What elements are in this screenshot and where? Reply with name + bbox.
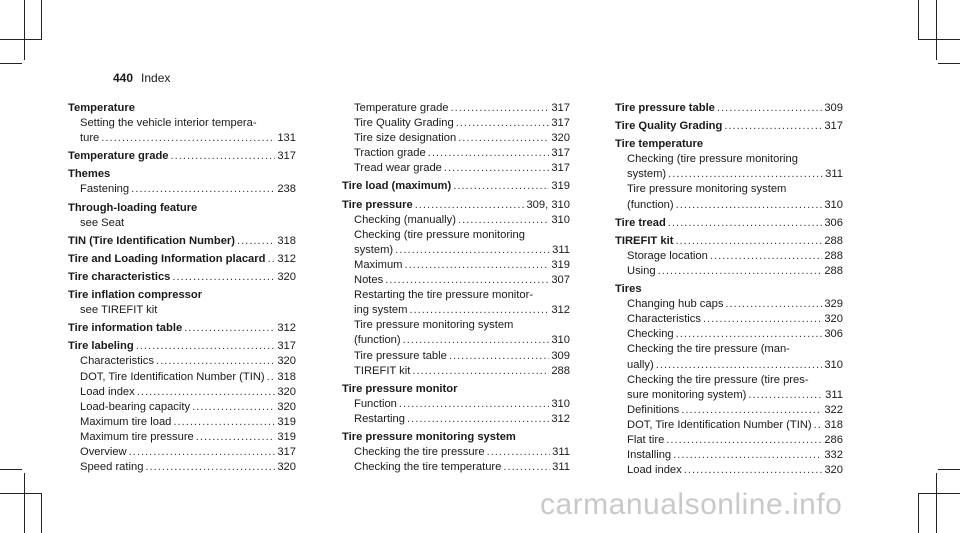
entry-text: Maximum tire load [80, 415, 172, 428]
dot-leader [656, 358, 823, 373]
page-reference: 131 [277, 132, 296, 145]
entry-text: Tire inflation compressor [68, 289, 203, 302]
dot-leader [675, 234, 822, 249]
index-entry [68, 149, 296, 164]
page-reference: 311 [825, 168, 843, 181]
index-subentry [342, 288, 570, 303]
page-reference: 306 [824, 328, 843, 341]
page-reference: 317 [824, 120, 843, 133]
entry-text: Tires [615, 283, 642, 296]
page-reference: 310 [551, 213, 570, 226]
index-entry [68, 167, 296, 182]
dot-leader [403, 333, 550, 348]
index-subentry [615, 264, 843, 279]
index-subentry [68, 131, 296, 146]
entry-text: Checking the tire pressure (tire pres- [627, 373, 809, 386]
page-reference: 320 [277, 385, 296, 398]
index-subentry [68, 216, 296, 231]
entry-text: Checking (tire pressure monitoring [627, 153, 798, 166]
entry-text: Traction grade [354, 147, 426, 160]
entry-text: sure monitoring system) [627, 388, 747, 401]
index-subentry [615, 388, 843, 403]
entry-text: Tire pressure table [354, 349, 447, 362]
page-reference: 320 [277, 270, 296, 283]
dot-leader [725, 297, 822, 312]
index-subentry [615, 249, 843, 264]
entry-text: ing system [354, 304, 408, 317]
index-subentry [68, 430, 296, 445]
dot-leader [399, 397, 549, 412]
dot-leader [676, 327, 823, 342]
index-subentry [615, 448, 843, 463]
entry-text: Tire Quality Grading [354, 117, 454, 130]
index-subentry [68, 385, 296, 400]
index-subentry [342, 243, 570, 258]
dot-leader [404, 258, 549, 273]
entry-text: Tire pressure [342, 198, 413, 211]
page-reference: 318 [277, 370, 296, 383]
entry-text: Load-bearing capacity [80, 400, 191, 413]
entry-text: Characteristics [627, 313, 701, 326]
page-reference: 310 [551, 397, 570, 410]
index-subentry [615, 167, 843, 182]
entry-text: Tire size designation [354, 132, 457, 145]
entry-text: Tire characteristics [68, 270, 171, 283]
page-reference: 317 [551, 102, 570, 114]
index-entry [615, 234, 843, 249]
dot-leader [666, 433, 822, 448]
dot-leader [267, 370, 276, 385]
dot-leader [453, 179, 549, 194]
page-reference: 288 [824, 264, 843, 277]
entry-text: Through-loading feature [68, 201, 198, 214]
index-subentry [342, 146, 570, 161]
index-subentry [68, 415, 296, 430]
entry-text: ture [80, 132, 100, 145]
dot-leader [814, 418, 823, 433]
dot-leader [428, 146, 550, 161]
entry-text: system) [354, 243, 394, 256]
entry-text: Maximum [354, 258, 403, 271]
index-subentry [615, 358, 843, 373]
page-reference: 319 [551, 180, 570, 193]
entry-text: Themes [68, 168, 111, 181]
index-subentry [68, 303, 296, 318]
index-subentry [342, 131, 570, 146]
index-column-2 [342, 101, 570, 475]
index-entry [615, 137, 843, 152]
page-reference: 320 [277, 355, 296, 368]
dot-leader [503, 460, 550, 475]
index-entry [342, 382, 570, 397]
page-reference: 312 [277, 322, 296, 335]
entry-text: DOT, Tire Identification Number (TIN) [627, 418, 812, 431]
index-column-1 [68, 101, 296, 475]
index-subentry [615, 312, 843, 327]
dot-leader [710, 249, 822, 264]
entry-text: Tire labeling [68, 340, 134, 353]
entry-text: Temperature grade [68, 150, 169, 163]
entry-text: Checking (manually) [354, 213, 456, 226]
index-entry [615, 282, 843, 297]
index-entry [342, 430, 570, 445]
index-column-3 [615, 101, 843, 478]
page-reference: 322 [824, 403, 843, 416]
page-reference: 311 [552, 243, 570, 256]
dot-leader [456, 116, 550, 131]
index-subentry [342, 445, 570, 460]
dot-leader [131, 182, 275, 197]
page-reference: 238 [277, 183, 296, 196]
index-subentry [68, 400, 296, 415]
entry-text: Setting the vehicle interior tempera- [80, 117, 257, 130]
page-reference: 311 [552, 446, 570, 459]
index-subentry [615, 297, 843, 312]
entry-text: Overview [80, 445, 127, 458]
index-subentry [68, 460, 296, 475]
dot-leader [196, 430, 276, 445]
entry-text: Notes [354, 274, 384, 287]
index-subentry [342, 161, 570, 176]
dot-leader [137, 385, 276, 400]
page-reference: 317 [551, 147, 570, 160]
dot-leader [412, 364, 549, 379]
dot-leader [145, 460, 275, 475]
index-subentry [615, 403, 843, 418]
page-number: 440 [113, 71, 134, 85]
entry-text: Tire tread [615, 216, 666, 229]
page-reference: 317 [277, 445, 296, 458]
dot-leader [458, 213, 549, 228]
entry-text: DOT, Tire Identification Number (TIN) [80, 370, 265, 383]
page-reference: 319 [277, 430, 296, 443]
dot-leader [129, 445, 276, 460]
index-entry [615, 101, 843, 116]
dot-leader [172, 270, 275, 285]
watermark: carmanualsonline.info [540, 488, 843, 521]
dot-leader [173, 415, 275, 430]
dot-leader [684, 463, 823, 478]
index-entry [68, 339, 296, 354]
entry-text: Characteristics [80, 355, 154, 368]
entry-text: Restarting the tire pressure monitor- [354, 289, 534, 302]
entry-text: Checking the tire temperature [354, 461, 502, 474]
index-entry [342, 179, 570, 194]
page-reference: 288 [824, 249, 843, 262]
dot-leader [673, 448, 822, 463]
entry-text: Tire information table [68, 322, 183, 335]
entry-text: Function [354, 397, 397, 410]
page-reference: 320 [551, 132, 570, 145]
entry-text: Definitions [627, 403, 680, 416]
dot-leader [748, 388, 823, 403]
page-reference: 309 [824, 102, 843, 114]
index-subentry [68, 182, 296, 197]
index-subentry [342, 213, 570, 228]
dot-leader [192, 400, 275, 415]
entry-text: Using [627, 264, 656, 277]
index-subentry [68, 370, 296, 385]
dot-leader [267, 252, 275, 267]
dot-leader [717, 101, 822, 116]
index-subentry [342, 273, 570, 288]
index-subentry [342, 412, 570, 427]
entry-text: Changing hub caps [627, 298, 724, 311]
index-subentry [615, 327, 843, 342]
page-reference: 317 [551, 162, 570, 175]
entry-text: Temperature grade [354, 102, 449, 114]
entry-text: TIN (Tire Identification Number) [68, 234, 235, 247]
entry-text: Checking the tire pressure [354, 446, 485, 459]
index-subentry [342, 364, 570, 379]
entry-text: (function) [354, 334, 401, 347]
page-reference: 320 [277, 400, 296, 413]
dot-leader [676, 198, 823, 213]
entry-text: system) [627, 168, 667, 181]
page-reference: 310 [551, 334, 570, 347]
dot-leader [385, 273, 549, 288]
page-reference: 320 [824, 313, 843, 326]
entry-text: Checking [627, 328, 674, 341]
entry-text: TIREFIT kit [354, 364, 411, 377]
page-reference: 311 [552, 461, 570, 474]
dot-leader [724, 119, 822, 134]
entry-text: Tread wear grade [354, 162, 442, 175]
index-subentry [342, 116, 570, 131]
page-reference: 310 [824, 358, 843, 371]
entry-text: Fastening [80, 183, 130, 196]
dot-leader [184, 321, 275, 336]
entry-text: Speed rating [80, 461, 144, 474]
entry-text: Load index [627, 464, 682, 477]
dot-leader [395, 243, 550, 258]
entry-text: Tire pressure monitoring system [342, 430, 516, 443]
index-entry [68, 234, 296, 249]
index-subentry [615, 152, 843, 167]
dot-leader [171, 149, 276, 164]
index-subentry [68, 116, 296, 131]
dot-leader [407, 412, 549, 427]
index-subentry [342, 397, 570, 412]
page-reference: 329 [824, 298, 843, 311]
index-subentry [342, 460, 570, 475]
index-entry [68, 321, 296, 336]
page-reference: 318 [824, 418, 843, 431]
entry-text: Tire load (maximum) [342, 180, 452, 193]
dot-leader [681, 403, 822, 418]
entry-text: see Seat [80, 216, 125, 229]
index-entry [68, 252, 296, 267]
page-reference: 312 [551, 304, 570, 317]
page-header [113, 71, 170, 85]
index-subentry [342, 318, 570, 333]
entry-text: Tire and Loading Information placard [68, 252, 266, 265]
dot-leader [101, 131, 275, 146]
entry-text: Tire temperature [615, 138, 704, 151]
page-reference: 317 [277, 340, 296, 353]
page-reference: 318 [277, 234, 296, 247]
entry-text: Tire Quality Grading [615, 120, 723, 133]
entry-text: Checking the tire pressure (man- [627, 343, 790, 356]
page-reference: 317 [277, 150, 296, 163]
entry-text: Maximum tire pressure [80, 430, 194, 443]
entry-text: Tire pressure table [615, 102, 715, 114]
index-subentry [342, 303, 570, 318]
index-entry [68, 101, 296, 116]
page-reference: 310 [824, 198, 843, 211]
dot-leader [415, 198, 525, 213]
page-reference: 307 [551, 274, 570, 287]
entry-text: Temperature [68, 102, 135, 114]
dot-leader [658, 264, 823, 279]
dot-leader [487, 445, 551, 460]
entry-text: Storage location [627, 249, 708, 262]
page-reference: 288 [824, 234, 843, 247]
page-reference: 319 [277, 415, 296, 428]
entry-text: Tire pressure monitoring system [354, 319, 514, 332]
index-entry [342, 198, 570, 213]
page-reference: 332 [824, 449, 843, 462]
page-reference: 288 [551, 364, 570, 377]
section-title: Index [141, 71, 171, 85]
page-reference: 320 [824, 464, 843, 477]
index-subentry [615, 373, 843, 388]
dot-leader [458, 131, 549, 146]
page-reference: 319 [551, 258, 570, 271]
entry-text: TIREFIT kit [615, 234, 674, 247]
dot-leader [451, 101, 550, 116]
page-reference: 286 [824, 433, 843, 446]
dot-leader [668, 167, 823, 182]
index-entry [68, 270, 296, 285]
index-subentry [342, 258, 570, 273]
dot-leader [449, 349, 549, 364]
index-subentry [68, 445, 296, 460]
page-reference: 309 [551, 349, 570, 362]
dot-leader [156, 354, 275, 369]
dot-leader [237, 234, 275, 249]
dot-leader [703, 312, 822, 327]
page-reference: 312 [551, 412, 570, 425]
dot-leader [444, 161, 549, 176]
page-reference: 311 [825, 388, 843, 401]
page-reference: 306 [824, 216, 843, 229]
index-subentry [615, 418, 843, 433]
index-entry [615, 119, 843, 134]
dot-leader [668, 216, 823, 231]
index-subentry [615, 433, 843, 448]
entry-text: Flat tire [627, 433, 665, 446]
index-subentry [615, 182, 843, 197]
index-subentry [342, 101, 570, 116]
index-subentry [68, 354, 296, 369]
index-entry [615, 216, 843, 231]
index-subentry [342, 228, 570, 243]
entry-text: ually) [627, 358, 654, 371]
page-reference: 309, 310 [526, 198, 570, 211]
index-subentry [615, 198, 843, 213]
index-entry [68, 201, 296, 216]
page-reference: 320 [277, 461, 296, 474]
entry-text: Tire pressure monitor [342, 382, 458, 395]
entry-text: Load index [80, 385, 135, 398]
entry-text: Checking (tire pressure monitoring [354, 228, 525, 241]
entry-text: Installing [627, 449, 672, 462]
index-subentry [615, 342, 843, 357]
entry-text: Tire pressure monitoring system [627, 183, 787, 196]
index-subentry [342, 349, 570, 364]
entry-text: Restarting [354, 412, 405, 425]
page-reference: 317 [551, 117, 570, 130]
index-subentry [615, 463, 843, 478]
page-reference: 312 [277, 252, 296, 265]
dot-leader [136, 339, 276, 354]
dot-leader [409, 303, 549, 318]
entry-text: see TIREFIT kit [80, 304, 158, 317]
entry-text: (function) [627, 198, 674, 211]
index-subentry [342, 333, 570, 348]
index-entry [68, 288, 296, 303]
